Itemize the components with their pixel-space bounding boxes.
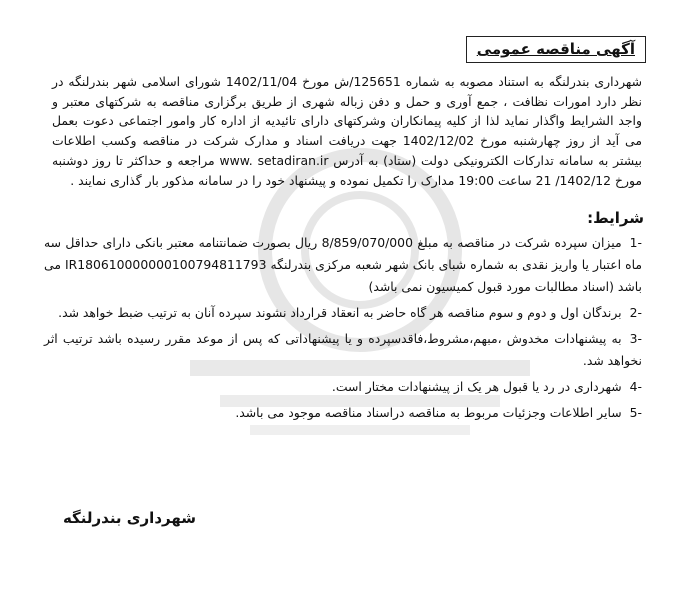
condition-text: میزان سپرده شرکت در مناقصه به مبلغ 8/859/070/000 ریال بصورت ضمانتنامه معتبر بانکی دارای حداقل سه ماه اعتبار یا واریز نقدی به شماره شبای بانک شهر شعبه مرکزی بندرلنگه IR180610000000100794811793 می باشد (اسناد مطالبات مورد قبول کمیسیون نمی باشد) <box>44 235 642 294</box>
condition-item <box>44 302 642 324</box>
condition-text: به پیشنهادات مخدوش ،مبهم،مشروط،فاقدسپرده و یا پیشنهاداتی که پس از موعد مقرر رسیده باشد ترتیب اثر نخواهد شد. <box>44 331 642 368</box>
condition-text: برندگان اول و دوم و سوم مناقصه هر گاه حاضر به انعقاد قرارداد نشوند سپرده آنان به ترتیب ضبط خواهد شد. <box>58 305 622 320</box>
condition-number: -2 <box>629 305 642 320</box>
condition-item <box>44 376 642 398</box>
condition-number: -3 <box>629 331 642 346</box>
condition-text: سایر اطلاعات وجزئیات مربوط به مناقصه دراسناد مناقصه موجود می باشد. <box>235 405 622 420</box>
signature-municipality: شهرداری بندرلنگه <box>62 509 196 527</box>
conditions-list <box>44 232 642 428</box>
condition-item <box>44 328 642 372</box>
condition-number: -4 <box>629 379 642 394</box>
condition-text: شهرداری در رد یا قبول هر یک از پیشنهادات مختار است. <box>331 379 622 394</box>
notice-intro-paragraph: شهرداری بندرلنگه به استناد مصوبه به شماره 125651/ش مورخ 1402/11/04 شورای اسلامی شهر بندرلنگه در نظر دارد امورات نظافت ، جمع آوری و حمل و دفن زباله شهری از طریق برگزاری مناقصه به شرکتهای معتبر و واجد الشرایط واگذار نماید لذا از کلیه پیمانکاران وشرکتهای دارای تائیدیه از اداره کار وامور اجتماعی دعوت بعمل می آید از روز چهارشنبه مورخ 1402/12/02 جهت دریافت اسناد و مدارک شرکت در مناقصه وکسب اطلاعات بیشتر به سامانه تدارکات الکترونیکی دولت (ستاد) به آدرس www. setadiran.ir مراجعه و حداکثر تا روز دوشنبه مورخ 1402/12/ 21 ساعت 19:00 مدارک را تکمیل نموده و پیشنهاد خود را در سامانه مذکور بار گذاری نمایند . <box>52 74 642 188</box>
condition-item <box>44 232 642 298</box>
condition-item <box>44 402 642 424</box>
conditions-heading: شرایط: <box>587 209 644 227</box>
condition-number: -1 <box>629 235 642 250</box>
condition-number: -5 <box>629 405 642 420</box>
notice-title: آگهی مناقصه عمومی <box>466 36 646 63</box>
